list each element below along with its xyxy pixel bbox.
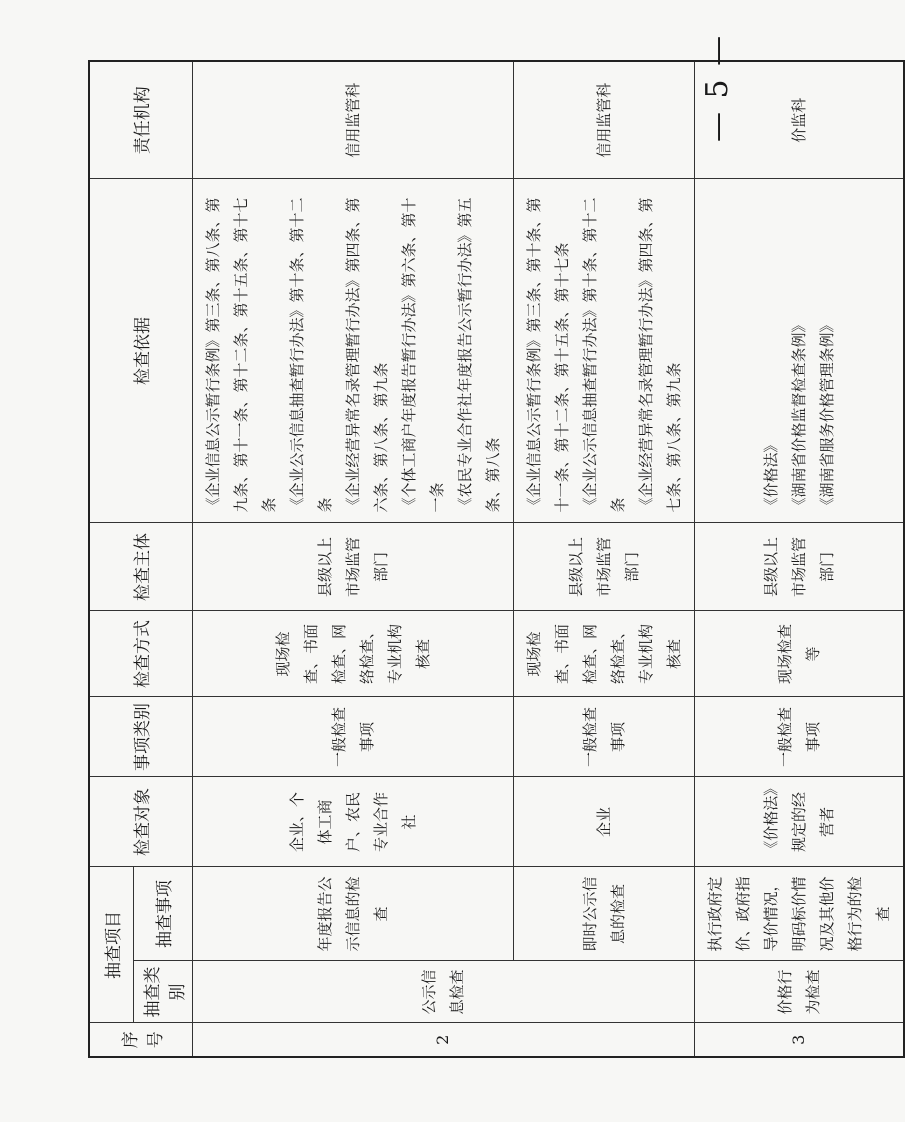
header-project: 抽查项目 (89, 867, 133, 1023)
row-seq: 2 (192, 1023, 694, 1057)
row-subject: 县级以上市场监管部门 (192, 523, 513, 611)
row-subject: 县级以上市场监管部门 (694, 523, 904, 611)
row-basis (513, 179, 694, 523)
page-number: — 5 — (700, 33, 735, 142)
header-basis: 检查依据 (89, 179, 192, 523)
row-method: 现场检查、书面检查、网络检查、专业机构核查 (192, 611, 513, 697)
header-org: 责任机构 (89, 61, 192, 179)
row-category: 价格行为检查 (694, 961, 904, 1023)
row-basis (192, 179, 513, 523)
row-type: 一般检查事项 (192, 697, 513, 777)
row-seq: 3 (694, 1023, 904, 1057)
table-row (192, 61, 513, 1057)
header-method: 检查方式 (89, 611, 192, 697)
row-target: 企业 (513, 777, 694, 867)
basis-line: 《农民专业合作社年度报告公示暂行办法》第五条、第八条 (455, 197, 502, 513)
row-basis (694, 179, 904, 523)
header-target: 检查对象 (89, 777, 192, 867)
row-target: 《价格法》规定的经营者 (694, 777, 904, 867)
basis-line: 《湖南省服务价格管理条例》 (817, 317, 836, 513)
header-type: 事项类别 (89, 697, 192, 777)
basis-line: 《企业信息公示暂行条例》第三条、第八条、第九条、第十一条、第十二条、第十五条、第十七条 (203, 197, 278, 513)
basis-line: 《企业经营异常名录管理暂行办法》第四条、第六条、第八条、第九条 (343, 197, 390, 513)
table-row (694, 61, 904, 1057)
basis-line: 《价格法》 (761, 437, 780, 513)
row-method: 现场检查等 (694, 611, 904, 697)
basis-line: 《企业经营异常名录管理暂行办法》第四条、第七条、第八条、第九条 (636, 197, 683, 513)
row-type: 一般检查事项 (694, 697, 904, 777)
header-seq: 序号 (89, 1023, 192, 1057)
row-item: 年度报告公示信息的检查 (192, 867, 513, 961)
row-item: 执行政府定价、政府指导价情况，明码标价情况及其他价格行为的检查 (694, 867, 904, 961)
basis-line: 《个体工商户年度报告暂行办法》第六条、第十一条 (399, 197, 446, 513)
row-org: 信用监管科 (192, 61, 513, 179)
header-category: 抽查类别 (133, 961, 192, 1023)
row-org: 信用监管科 (513, 61, 694, 179)
row-org: 价监科 (694, 61, 904, 179)
row-target: 企业、个体工商户、农民专业合作社 (192, 777, 513, 867)
header-subject: 检查主体 (89, 523, 192, 611)
basis-line: 《企业公示信息抽查暂行办法》第十条、第十二条 (580, 197, 627, 513)
row-subject: 县级以上市场监管部门 (513, 523, 694, 611)
inspection-table (88, 60, 905, 1058)
table-row (513, 61, 694, 1057)
basis-line: 《企业公示信息抽查暂行办法》第十条、第十二条 (287, 197, 334, 513)
row-category: 公示信息检查 (192, 961, 694, 1023)
row-method: 现场检查、书面检查、网络检查、专业机构核查 (513, 611, 694, 697)
basis-line: 《湖南省价格监督检查条例》 (789, 317, 808, 513)
row-type: 一般检查事项 (513, 697, 694, 777)
row-item: 即时公示信息的检查 (513, 867, 694, 961)
basis-line: 《企业信息公示暂行条例》第三条、第十条、第十一条、第十二条、第十五条、第十七条 (524, 197, 571, 513)
header-item: 抽查事项 (133, 867, 192, 961)
